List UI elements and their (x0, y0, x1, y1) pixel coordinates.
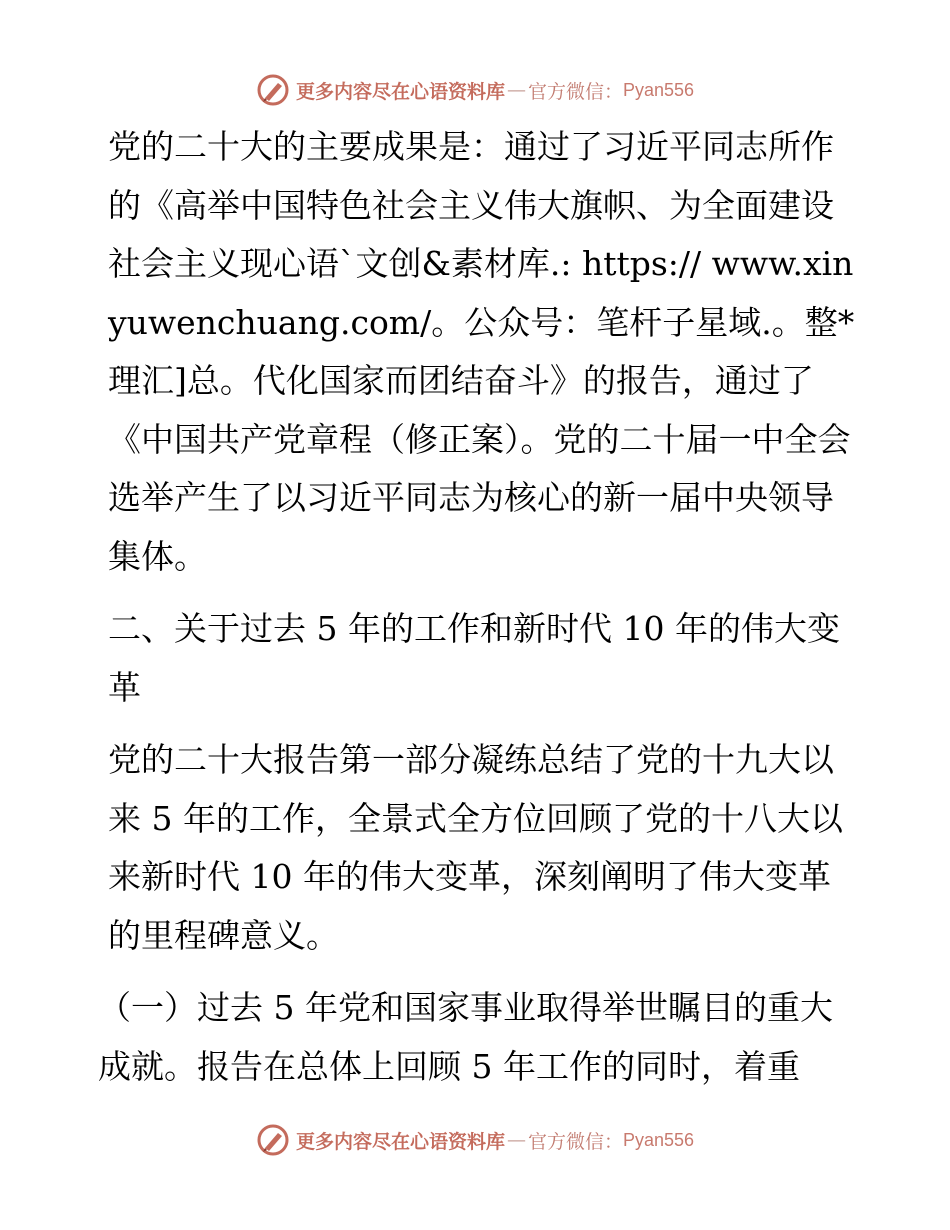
pen-logo-icon (256, 73, 290, 107)
header-official-label: 官方微信： (527, 80, 623, 103)
footer-wechat-id: Pyan556 (622, 1129, 695, 1150)
section-heading-two: 二、关于过去 5 年的工作和新时代 10 年的伟大变革 (108, 609, 840, 707)
pen-logo-icon (256, 1123, 290, 1157)
footer-watermark (0, 1122, 950, 1158)
document-body (98, 118, 858, 1096)
header-watermark (0, 72, 950, 108)
footer-dash: — (506, 1129, 526, 1151)
header-wechat-id: Pyan556 (622, 79, 695, 100)
header-site-name: 更多内容尽在心语资料库 (295, 80, 505, 103)
paragraph-subsection-one: （一）过去 5 年党和国家事业取得举世瞩目的重大成就。报告在总体上回顾 5 年工作的同时，着重 (98, 988, 833, 1086)
header-dash: — (506, 79, 526, 101)
footer-site-name: 更多内容尽在心语资料库 (295, 1130, 505, 1153)
paragraph-report-part-one: 党的二十大报告第一部分凝练总结了党的十九大以来 5 年的工作，全景式全方位回顾了党的十八大以来新时代 10 年的伟大变革，深刻阐明了伟大变革的里程碑意义。 (108, 740, 843, 955)
footer-official-label: 官方微信： (527, 1130, 623, 1153)
paragraph-main-results: 党的二十大的主要成果是：通过了习近平同志所作的《高举中国特色社会主义伟大旗帜、为全面建设社会主义现心语`文创&素材库.: https:// www.xinyuwenchuang.com/。公众号：笔杆子星域.。整*理汇]总。代化国家而团结奋斗》的报告，通过了《中国共产党章程（修正案）。党的二十届一中全会选举产生了以习近平同志为核心的新一届中央领导集体。 (108, 127, 855, 576)
